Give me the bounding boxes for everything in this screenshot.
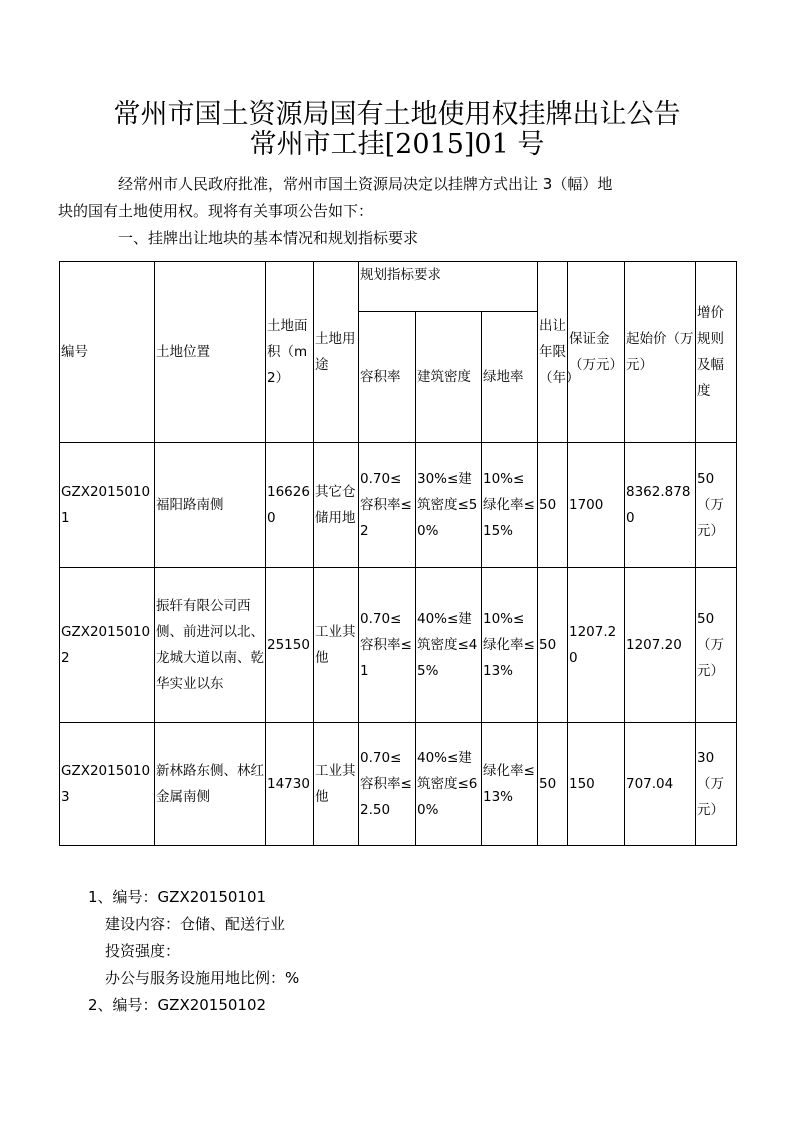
cell-use: 工业其他: [314, 723, 359, 846]
header-green: 绿地率: [482, 312, 538, 443]
header-planning: 规划指标要求: [359, 262, 538, 312]
cell-green: 绿化率≤13%: [482, 723, 538, 846]
page-title: 常州市国土资源局国有土地使用权挂牌出让公告: [113, 99, 681, 130]
header-density: 建筑密度: [416, 312, 482, 443]
header-code: 编号: [60, 262, 155, 443]
header-increment: 增价规则及幅度: [696, 262, 737, 443]
cell-increment: 50（万元）: [696, 443, 737, 568]
cell-code: GZX20150102: [60, 568, 155, 723]
cell-code: GZX20150101: [60, 443, 155, 568]
cell-deposit: 1700: [568, 443, 625, 568]
intro-paragraph-line1: 经常州市人民政府批准，常州市国土资源局决定以挂牌方式出让 3（幅）地: [118, 175, 613, 193]
cell-density: 40%≤建筑密度≤60%: [416, 723, 482, 846]
header-location: 土地位置: [155, 262, 266, 443]
cell-location: 新林路东侧、林红金属南侧: [155, 723, 266, 846]
table-row: [60, 568, 737, 723]
detail-2-heading: 2、编号：GZX20150102: [88, 996, 267, 1014]
cell-use: 其它仓储用地: [314, 443, 359, 568]
cell-start-price: 8362.8780: [625, 443, 696, 568]
cell-area: 14730: [266, 723, 314, 846]
header-start-price: 起始价（万元）: [625, 262, 696, 443]
detail-1-content: 建设内容：仓储、配送行业: [105, 915, 286, 933]
cell-area: 25150: [266, 568, 314, 723]
header-term: 出让年限（年）: [538, 262, 568, 443]
cell-deposit: 150: [568, 723, 625, 846]
header-far: 容积率: [359, 312, 416, 443]
cell-start-price: 707.04: [625, 723, 696, 846]
header-area: 土地面积（m2）: [266, 262, 314, 443]
parcel-table: [59, 261, 737, 846]
cell-far: 0.70≤容积率≤2.50: [359, 723, 416, 846]
cell-term: 50: [538, 443, 568, 568]
header-deposit: 保证金（万元）: [568, 262, 625, 443]
detail-1-ratio: 办公与服务设施用地比例：%: [105, 969, 300, 987]
cell-density: 30%≤建筑密度≤50%: [416, 443, 482, 568]
cell-start-price: 1207.20: [625, 568, 696, 723]
cell-density: 40%≤建筑密度≤45%: [416, 568, 482, 723]
cell-far: 0.70≤容积率≤1: [359, 568, 416, 723]
header-use: 土地用途: [314, 262, 359, 443]
cell-increment: 50（万元）: [696, 568, 737, 723]
cell-location: 振轩有限公司西侧、前进河以北、龙城大道以南、乾华实业以东: [155, 568, 266, 723]
cell-green: 10%≤绿化率≤15%: [482, 443, 538, 568]
cell-code: GZX20150103: [60, 723, 155, 846]
cell-location: 福阳路南侧: [155, 443, 266, 568]
section-heading: 一、挂牌出让地块的基本情况和规划指标要求: [118, 229, 419, 247]
cell-term: 50: [538, 723, 568, 846]
intro-paragraph-line2: 块的国有土地使用权。现将有关事项公告如下：: [58, 202, 374, 220]
cell-green: 10%≤绿化率≤13%: [482, 568, 538, 723]
cell-far: 0.70≤容积率≤2: [359, 443, 416, 568]
detail-1-heading: 1、编号：GZX20150101: [88, 888, 267, 906]
detail-1-intensity: 投资强度：: [105, 942, 181, 960]
table-row: [60, 443, 737, 568]
cell-area: 166260: [266, 443, 314, 568]
cell-use: 工业其他: [314, 568, 359, 723]
cell-term: 50: [538, 568, 568, 723]
document-number: 常州市工挂[2015]01 号: [249, 129, 545, 160]
cell-increment: 30（万元）: [696, 723, 737, 846]
table-row: [60, 723, 737, 846]
cell-deposit: 1207.20: [568, 568, 625, 723]
